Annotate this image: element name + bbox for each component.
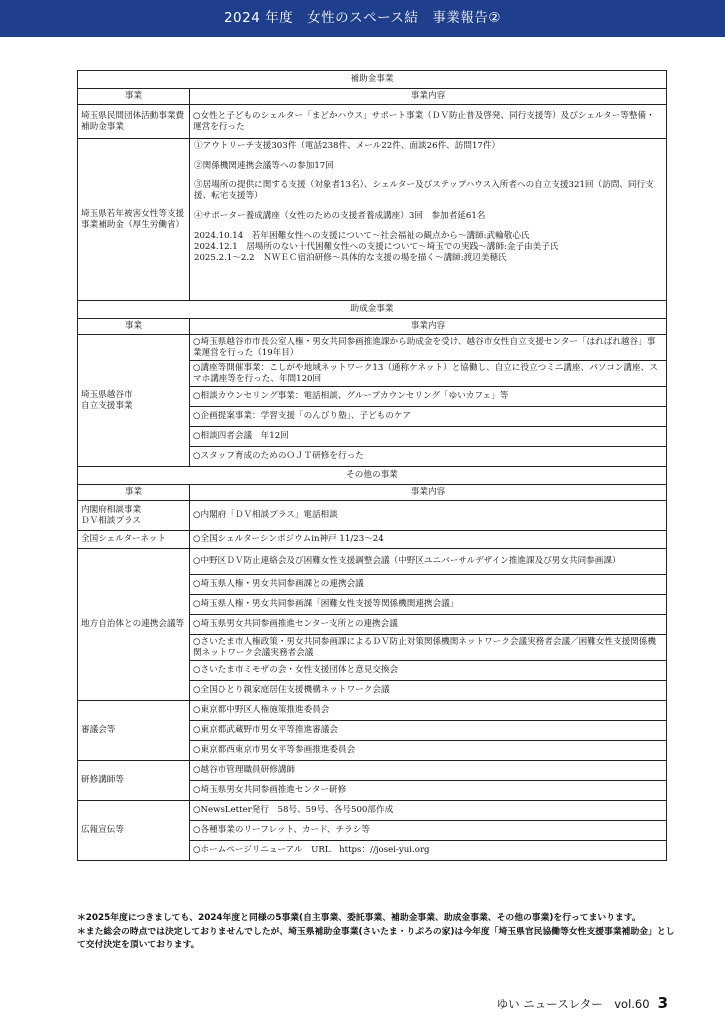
grant-name: 埼玉県越谷市 自立支援事業 [78,335,190,467]
local-gov-name: 地方自治体との連携会議等 [78,549,190,701]
local-gov-item: ○さいたま市ミモザの会・女性支援団体と意見交換会 [190,661,667,681]
note-2: ＊また総会の時点では決定しておりませんでしたが、埼玉県補助金事業(さいたま・りぷろの家)は今年度「埼玉県官民協働等女性支援事業補助金」として交付決定を頂いております。 [77,926,675,951]
page-banner [0,0,725,37]
local-gov-item: ○さいたま市人権政策・男女共同参画課によるＤＶ防止対策関係機関ネットワーク会議実務者会議／困難女性支援関係機関ネットワーク会議実務者会議 [190,635,667,661]
subsidy-row1-content: ○女性と子どものシェルター「まどかハウス」サポート事業（ＤＶ防止普及啓発、同行支援等）及びシェルター等整備・運営を行った [190,105,667,139]
footer [497,994,668,1012]
page-number: 3 [657,994,668,1012]
grant-section-title: 助成金事業 [78,301,667,319]
grant-col-business: 事業 [78,319,190,335]
pr-item: ○NewsLetter発行 58号、59号、各号500部作成 [190,801,667,821]
pr-name: 広報宣伝等 [78,801,190,861]
training-item: ○埼玉県男女共同参画推進センター研修 [190,781,667,801]
note-1: ＊2025年度につきましても、2024年度と同様の5事業(自主事業、委託事業、補助金事業、助成金事業、その他の事業)を行ってまいります。 [77,913,641,923]
newsletter-label: ゆい ニュースレター vol.60 [496,997,650,1011]
page-title: 2024 年度 女性のスペース結 事業報告② [223,10,502,26]
lecture-line: 2024.12.1 居場所のない十代困難女性への支援について～埼玉での実践～講師:金子由美子氏 [194,241,559,252]
local-gov-item: ○中野区ＤＶ防止連絡会及び困難女性支援調整会議（中野区ユニバーサルデザイン推進課及び男女共同参画課） [190,549,667,575]
shelter-support-line: ③居場所の提供に関する支援（対象者13名）、シェルター及びステップハウス入所者への自立支援321回（訪問、同行支援、転宅支援等） [194,180,654,201]
grant-col-content: 事業内容 [190,319,667,335]
notes [77,912,677,953]
pr-item: ○各種事業のリーフレット、カード、チラシ等 [190,821,667,841]
other-section-title: その他の事業 [78,467,667,485]
other-col-content: 事業内容 [190,485,667,501]
subsidy-row2-name: 埼玉県若年被害女性等支援事業補助金（厚生労働省） [78,139,190,301]
subsidy-section-title: 補助金事業 [78,71,667,89]
local-gov-item: ○埼玉県人権・男女共同参画課「困難女性支援等関係機関連携会議」 [190,595,667,615]
report-table-container [77,70,667,861]
council-item: ○東京都中野区人権施策推進委員会 [190,701,667,721]
shelter-net-name: 全国シェルターネット [78,531,190,549]
grant-item: ○相談四者会議 年12回 [190,427,667,447]
pr-item: ○ホームページリニューアル URL https：//josei-yui.org [190,841,667,861]
council-item: ○東京都西東京市男女平等参画推進委員会 [190,741,667,761]
council-item: ○東京都武蔵野市男女平等推進審議会 [190,721,667,741]
grant-item: ○相談カウンセリング事業：電話相談、グループカウンセリング「ゆいカフェ」等 [190,387,667,407]
subsidy-row2-content [190,139,667,301]
training-name: 研修講師等 [78,761,190,801]
council-name: 審議会等 [78,701,190,761]
local-gov-item: ○全国ひとり親家庭居住支援機構ネットワーク会議 [190,681,667,701]
meeting-line: ②関係機関連携会議等への参加17回 [194,160,334,171]
grant-item: ○スタッフ育成のためのＯＪＴ研修を行った [190,447,667,467]
outreach-line: ①アウトリーチ支援303件（電話238件、メール22件、面談26件、訪問17件） [194,141,501,151]
grant-item: ○企画提案事業：学習支援「のんびり塾」、子どものケア [190,407,667,427]
local-gov-item: ○埼玉県男女共同参画推進センター支所との連携会議 [190,615,667,635]
lecture-line: 2024.10.14 若年困難女性への支援について～社会福祉の観点から～講師:武輪敬心氏 [194,231,530,242]
shelter-net-content: ○全国シェルターシンポジウムin神戸 11/23～24 [190,531,667,549]
local-gov-item: ○埼玉県人権・男女共同参画課との連携会議 [190,575,667,595]
subsidy-row1-name: 埼玉県民間団体活動事業費補助金事業 [78,105,190,139]
grant-item: ○講座等開催事業：こしがや地域ネットワーク13（通称ケネット）と協働し、自立に役立つミニ講座、パソコン講座、スマホ講座等を行った、年間120回 [190,361,667,387]
cabinet-name: 内閣府相談事業 ＤＶ相談プラス [78,501,190,531]
lecture-line: 2025.2.1～2.2 ＮＷＥＣ宿泊研修～具体的な支援の場を描く～講師:渡辺美穂氏 [194,252,507,263]
subsidy-col-content: 事業内容 [190,89,667,105]
subsidy-col-business: 事業 [78,89,190,105]
training-item: ○越谷市管理職員研修講師 [190,761,667,781]
cabinet-content: ○内閣府「ＤＶ相談プラス」電話相談 [190,501,667,531]
other-col-business: 事業 [78,485,190,501]
report-table [77,70,667,861]
supporter-course-line: ④サポーター養成講座（女性のための支援者養成講座）3回 参加者延61名 [194,210,486,221]
grant-item: ○埼玉県越谷市市長公室人権・男女共同参画推進課から助成金を受け、越谷市女性自立支援センター「はればれ越谷」事業運営を行った（19年目） [190,335,667,361]
